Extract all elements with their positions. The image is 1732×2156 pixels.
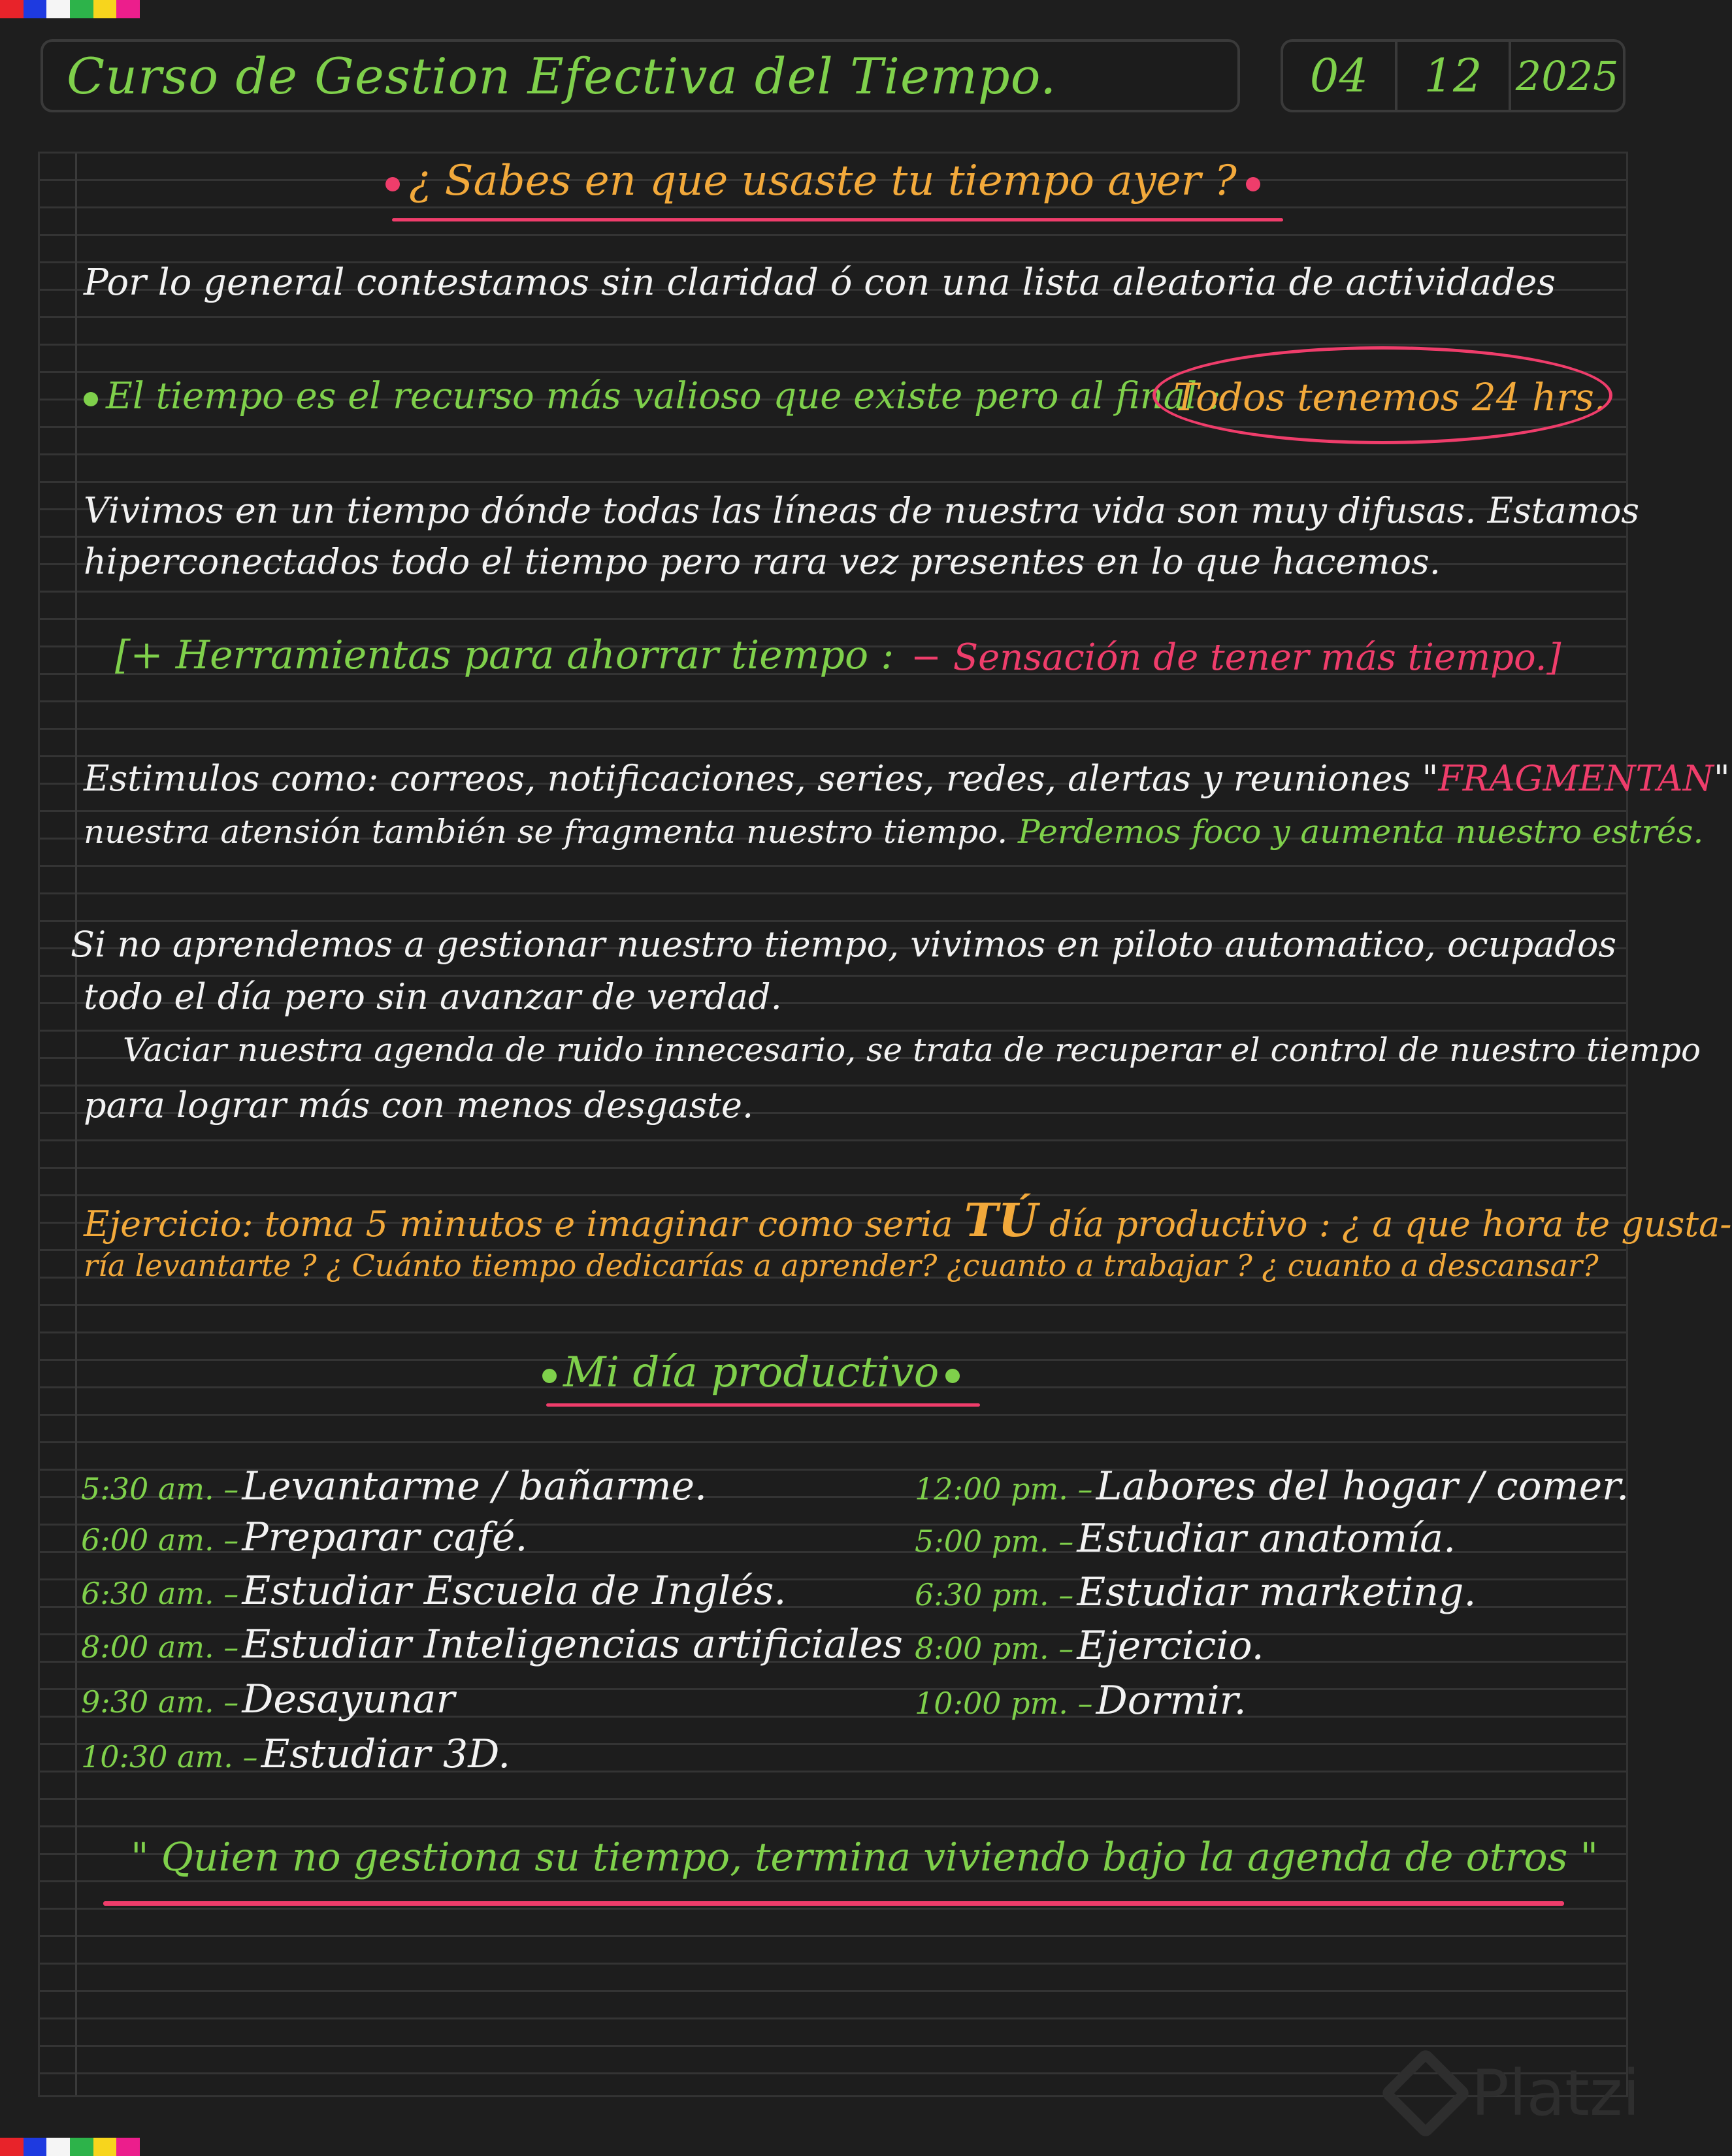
paragraph-2-line-2: hiperconectados todo el tiempo pero rara vez presentes en lo que hacemos. (84, 541, 1441, 582)
question-heading (385, 157, 1260, 205)
paragraph-3-text-b: " (1713, 758, 1730, 799)
fragmentan-word: FRAGMENTAN (1438, 758, 1714, 799)
schedule-time: 9:30 am. – (81, 1684, 239, 1720)
tools-plus-text: [+ Herramientas para ahorrar tiempo : (115, 632, 894, 678)
schedule-time: 6:00 am. – (81, 1522, 239, 1558)
schedule-activity: Desayunar (242, 1676, 455, 1722)
paragraph-3-green-text: Perdemos foco y aumenta nuestro estrés. (1018, 813, 1704, 851)
paragraph-4-line-3: Vaciar nuestra agenda de ruido innecesario, se trata de recuperar el control de nuestro tiempo (123, 1031, 1701, 1069)
bullet-line (84, 375, 1221, 417)
bullet-dot-icon (1246, 177, 1260, 191)
closing-quote: " Quien no gestiona su tiempo, termina viviendo bajo la agenda de otros " (131, 1835, 1599, 1880)
bullet-dot-icon (542, 1369, 557, 1383)
paragraph-3-text-a: Estimulos como: correos, notificaciones, series, redes, alertas y reuniones " (84, 758, 1439, 799)
schedule-activity: Estudiar Inteligencias artificiales (242, 1622, 903, 1667)
platzi-logo-icon (1379, 2047, 1471, 2139)
schedule-activity: Labores del hogar / comer. (1096, 1463, 1629, 1509)
page-title: Curso de Gestion Efectiva del Tiempo. (67, 47, 1057, 105)
paragraph-3-line-2 (84, 813, 1703, 851)
schedule-activity: Estudiar marketing. (1077, 1569, 1477, 1615)
schedule-right-row (915, 1623, 1264, 1669)
section-title-underline (546, 1403, 980, 1407)
date-year: 2025 (1515, 52, 1619, 100)
watermark-text: Platzi (1471, 2057, 1640, 2130)
question-underline (392, 218, 1283, 221)
color-bar-top (0, 0, 140, 18)
exercise-line-1 (84, 1193, 1732, 1247)
schedule-right-row (915, 1463, 1629, 1509)
paragraph-3-line-1 (84, 758, 1730, 799)
schedule-time: 12:00 pm. – (915, 1471, 1093, 1507)
schedule-time: 6:30 pm. – (915, 1577, 1074, 1612)
schedule-activity: Ejercicio. (1077, 1623, 1264, 1669)
schedule-activity: Estudiar anatomía. (1077, 1516, 1456, 1561)
schedule-activity: Dormir. (1096, 1678, 1247, 1723)
paragraph-4-line-1: Si no aprendemos a gestionar nuestro tiempo, vivimos en piloto automatico, ocupados (71, 924, 1617, 965)
highlight-24hrs: Todos tenemos 24 hrs. (1173, 375, 1607, 419)
bullet-dot-icon (945, 1369, 960, 1383)
exercise-text-a: Ejercicio: toma 5 minutos e imaginar como seria (84, 1203, 953, 1245)
paragraph-4-line-4: para lograr más con menos desgaste. (84, 1085, 754, 1126)
schedule-activity: Estudiar Escuela de Inglés. (242, 1568, 787, 1614)
schedule-right-row (915, 1678, 1247, 1723)
paragraph-3-line-2-text: nuestra atensión también se fragmenta nuestro tiempo. (84, 813, 1008, 851)
highlight-ellipse (1152, 346, 1612, 444)
schedule-left-row (81, 1676, 455, 1722)
platzi-watermark (1393, 2057, 1640, 2130)
paragraph-2-line-1: Vivimos en un tiempo dónde todas las líneas de nuestra vida son muy difusas. Estamos (84, 490, 1640, 531)
schedule-time: 5:30 am. – (81, 1471, 239, 1507)
paragraph-4-line-2: todo el día pero sin avanzar de verdad. (84, 976, 782, 1017)
section-title (542, 1348, 960, 1397)
exercise-line-2: ría levantarte ? ¿ Cuánto tiempo dedicarías a aprender? ¿cuanto a trabajar ? ¿ cuanto a descansar? (84, 1248, 1599, 1283)
schedule-time: 10:00 pm. – (915, 1686, 1093, 1721)
schedule-left-row (81, 1731, 510, 1777)
schedule-left-row (81, 1622, 903, 1667)
title-box (41, 39, 1240, 112)
schedule-activity: Levantarme / bañarme. (242, 1463, 708, 1509)
schedule-activity: Estudiar 3D. (261, 1731, 511, 1777)
question-text: ¿ Sabes en que usaste tu tiempo ayer ? (409, 157, 1237, 205)
schedule-time: 8:00 pm. – (915, 1631, 1074, 1666)
schedule-activity: Preparar café. (242, 1514, 528, 1560)
schedule-time: 5:00 pm. – (915, 1524, 1074, 1559)
schedule-left-row (81, 1514, 527, 1560)
schedule-time: 8:00 am. – (81, 1629, 239, 1665)
date-box (1281, 39, 1626, 112)
schedule-left-row (81, 1568, 786, 1614)
date-day: 04 (1283, 42, 1397, 110)
paragraph-1: Por lo general contestamos sin claridad ó con una lista aleatoria de actividades (84, 261, 1556, 304)
bullet-dot-icon (385, 177, 400, 191)
color-bar-bottom (0, 2138, 140, 2156)
section-title-text: Mi día productivo (563, 1348, 940, 1397)
bullet-text: El tiempo es el recurso más valioso que existe pero al final : (106, 375, 1221, 417)
bullet-dot-icon (84, 392, 98, 406)
schedule-time: 6:30 am. – (81, 1576, 239, 1611)
tools-minus-text: − Sensación de tener más tiempo.] (911, 636, 1561, 679)
date-month: 12 (1397, 42, 1512, 110)
schedule-left-row (81, 1463, 707, 1509)
schedule-right-row (915, 1569, 1476, 1615)
schedule-time: 10:30 am. – (81, 1739, 258, 1774)
quote-underline (103, 1901, 1564, 1906)
schedule-right-row (915, 1516, 1456, 1561)
exercise-tu: TÚ (964, 1193, 1038, 1247)
exercise-text-b: día productivo : ¿ a que hora te gusta- (1049, 1203, 1732, 1245)
